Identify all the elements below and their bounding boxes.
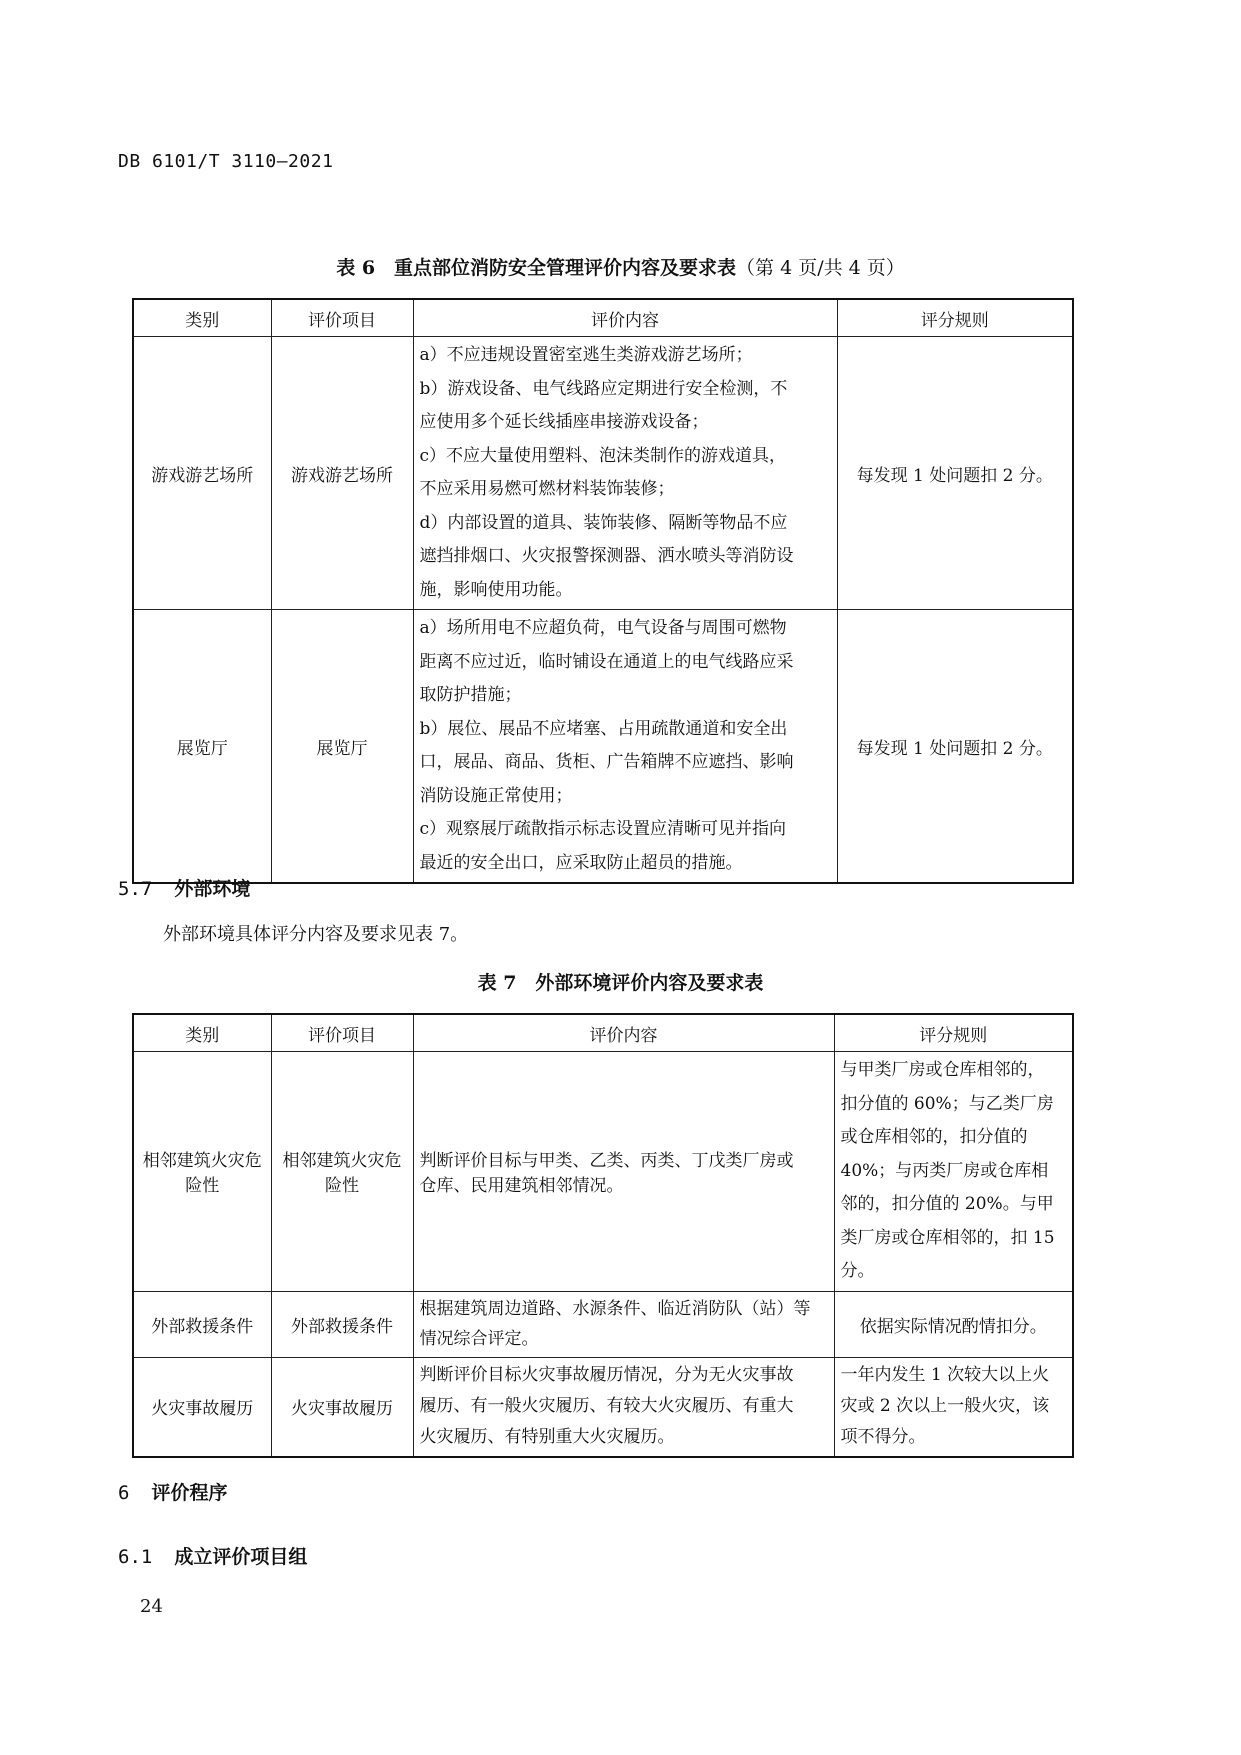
table7-header-content: 评价内容 — [413, 1014, 834, 1052]
table7-category-cell: 火灾事故履历 — [133, 1357, 271, 1457]
content-line: 最近的安全出口，应采取防止超员的措施。 — [419, 852, 743, 873]
table7-item-cell — [271, 1052, 413, 1292]
table7-rule-cell: 依据实际情况酌情扣分。 — [834, 1291, 1073, 1357]
table6-rule-cell: 每发现 1 处问题扣 2 分。 — [837, 610, 1073, 884]
content-line: a）场所用电不应超负荷，电气设备与周围可燃物 — [419, 618, 787, 638]
table6-header-row — [133, 299, 1073, 337]
cell-line: 火灾履历、有特别重大火灾履历。 — [419, 1427, 675, 1448]
table6-category-cell: 展览厅 — [133, 610, 271, 884]
table-row — [133, 337, 1073, 610]
table7-caption: 表 7 外部环境评价内容及要求表 — [477, 972, 764, 994]
cell-line: 仓库、民用建筑相邻情况。 — [419, 1176, 624, 1197]
cell-line: 险性 — [325, 1176, 359, 1197]
content-line: 施，影响使用功能。 — [419, 579, 573, 600]
section-5-7-heading — [118, 874, 250, 901]
content-line: 距离不应过近，临时铺设在通道上的电气线路应采 — [419, 651, 794, 672]
table6-item-cell: 展览厅 — [271, 610, 413, 884]
cell-line: 40%；与丙类厂房或仓库相 — [840, 1160, 1049, 1181]
cell-line: 履历、有一般火灾履历、有较大火灾履历、有重大 — [419, 1396, 794, 1417]
cell-line: 灾或 2 次以上一般火灾，该 — [840, 1396, 1050, 1417]
table7-item-cell: 火灾事故履历 — [271, 1357, 413, 1457]
content-line: a）不应违规设置密室逃生类游戏游艺场所； — [419, 345, 753, 365]
table6-caption-title: 表 6 重点部位消防安全管理评价内容及要求表 — [336, 257, 737, 279]
cell-line: 一年内发生 1 次较大以上火 — [840, 1365, 1050, 1386]
table-row — [133, 610, 1073, 884]
table7-header-rule: 评分规则 — [834, 1014, 1073, 1052]
table7-content-cell — [413, 1052, 834, 1292]
standard-code: DB 6101/T 3110—2021 — [118, 151, 334, 172]
table7-category-cell: 外部救援条件 — [133, 1291, 271, 1357]
table7-content-cell — [413, 1357, 834, 1457]
table-row — [133, 1291, 1073, 1357]
page-number: 24 — [140, 1596, 163, 1617]
section-6-heading — [118, 1478, 227, 1505]
content-line: d）内部设置的道具、装饰装修、隔断等物品不应 — [419, 512, 788, 533]
content-line: 遮挡排烟口、火灾报警探测器、洒水喷头等消防设 — [419, 546, 794, 566]
cell-line: 与甲类厂房或仓库相邻的， — [840, 1060, 1045, 1080]
table7-header-row — [133, 1014, 1073, 1052]
table7-header-category: 类别 — [133, 1014, 271, 1052]
content-line: 取防护措施； — [419, 685, 522, 705]
cell-line: 或仓库相邻的，扣分值的 — [840, 1127, 1028, 1147]
table7 — [132, 1013, 1074, 1458]
cell-line: 相邻建筑火灾危 — [282, 1151, 402, 1172]
table7-category-cell — [133, 1052, 271, 1292]
cell-line: 情况综合评定。 — [419, 1329, 539, 1349]
cell-line: 分。 — [840, 1261, 875, 1281]
content-line: 消防设施正常使用； — [419, 785, 573, 806]
cell-line: 险性 — [185, 1176, 220, 1197]
table7-header-item: 评价项目 — [271, 1014, 413, 1052]
content-line: b）展位、展品不应堵塞、占用疏散通道和安全出 — [419, 718, 788, 739]
content-line: c）观察展厅疏散指示标志设置应清晰可见并指向 — [419, 819, 787, 839]
table-row — [133, 1357, 1073, 1457]
table-row — [133, 1052, 1073, 1292]
section-title: 成立评价项目组 — [174, 1546, 308, 1568]
section-title: 外部环境 — [174, 878, 251, 900]
content-line: 不应采用易燃可燃材料装饰装修； — [419, 479, 675, 499]
table7-item-cell: 外部救援条件 — [271, 1291, 413, 1357]
table6-header-rule: 评分规则 — [837, 299, 1073, 337]
cell-line: 项不得分。 — [840, 1427, 926, 1448]
table6-header-category: 类别 — [133, 299, 271, 337]
content-line: c）不应大量使用塑料、泡沫类制作的游戏道具， — [419, 445, 787, 466]
table6-header-content: 评价内容 — [413, 299, 837, 337]
cell-line: 类厂房或仓库相邻的，扣 15 — [840, 1227, 1055, 1248]
table6-rule-cell: 每发现 1 处问题扣 2 分。 — [837, 337, 1073, 610]
table7-rule-cell — [834, 1357, 1073, 1457]
section-title: 评价程序 — [151, 1482, 228, 1504]
table6 — [132, 298, 1074, 884]
section-number: 5.7 — [118, 878, 153, 900]
content-line: 应使用多个延长线插座串接游戏设备； — [419, 412, 709, 432]
table7-content-cell — [413, 1291, 834, 1357]
table7-rule-cell — [834, 1052, 1073, 1292]
section-6-1-heading — [118, 1542, 307, 1569]
table6-header-item: 评价项目 — [271, 299, 413, 337]
cell-line: 扣分值的 60%；与乙类厂房 — [840, 1093, 1054, 1114]
section-5-7-paragraph: 外部环境具体评分内容及要求见表 7。 — [163, 924, 469, 945]
section-number: 6.1 — [118, 1546, 153, 1568]
content-line: 口，展品、商品、货柜、广告箱牌不应遮挡、影响 — [419, 752, 794, 772]
cell-line: 判断评价目标火灾事故履历情况，分为无火灾事故 — [419, 1365, 794, 1386]
cell-line: 邻的，扣分值的 20%。与甲 — [840, 1194, 1054, 1214]
section-number: 6 — [118, 1482, 130, 1504]
table6-item-cell: 游戏游艺场所 — [271, 337, 413, 610]
cell-line: 判断评价目标与甲类、乙类、丙类、丁戊类厂房或 — [419, 1151, 794, 1172]
table6-caption — [0, 253, 1241, 280]
cell-line: 根据建筑周边道路、水源条件、临近消防队（站）等 — [419, 1299, 811, 1319]
cell-line: 相邻建筑火灾危 — [142, 1151, 262, 1172]
table6-content-cell — [413, 610, 837, 884]
content-line: b）游戏设备、电气线路应定期进行安全检测，不 — [419, 378, 788, 399]
table6-category-cell: 游戏游艺场所 — [133, 337, 271, 610]
table6-caption-page: （第 4 页/共 4 页） — [736, 257, 905, 279]
table6-content-cell — [413, 337, 837, 610]
